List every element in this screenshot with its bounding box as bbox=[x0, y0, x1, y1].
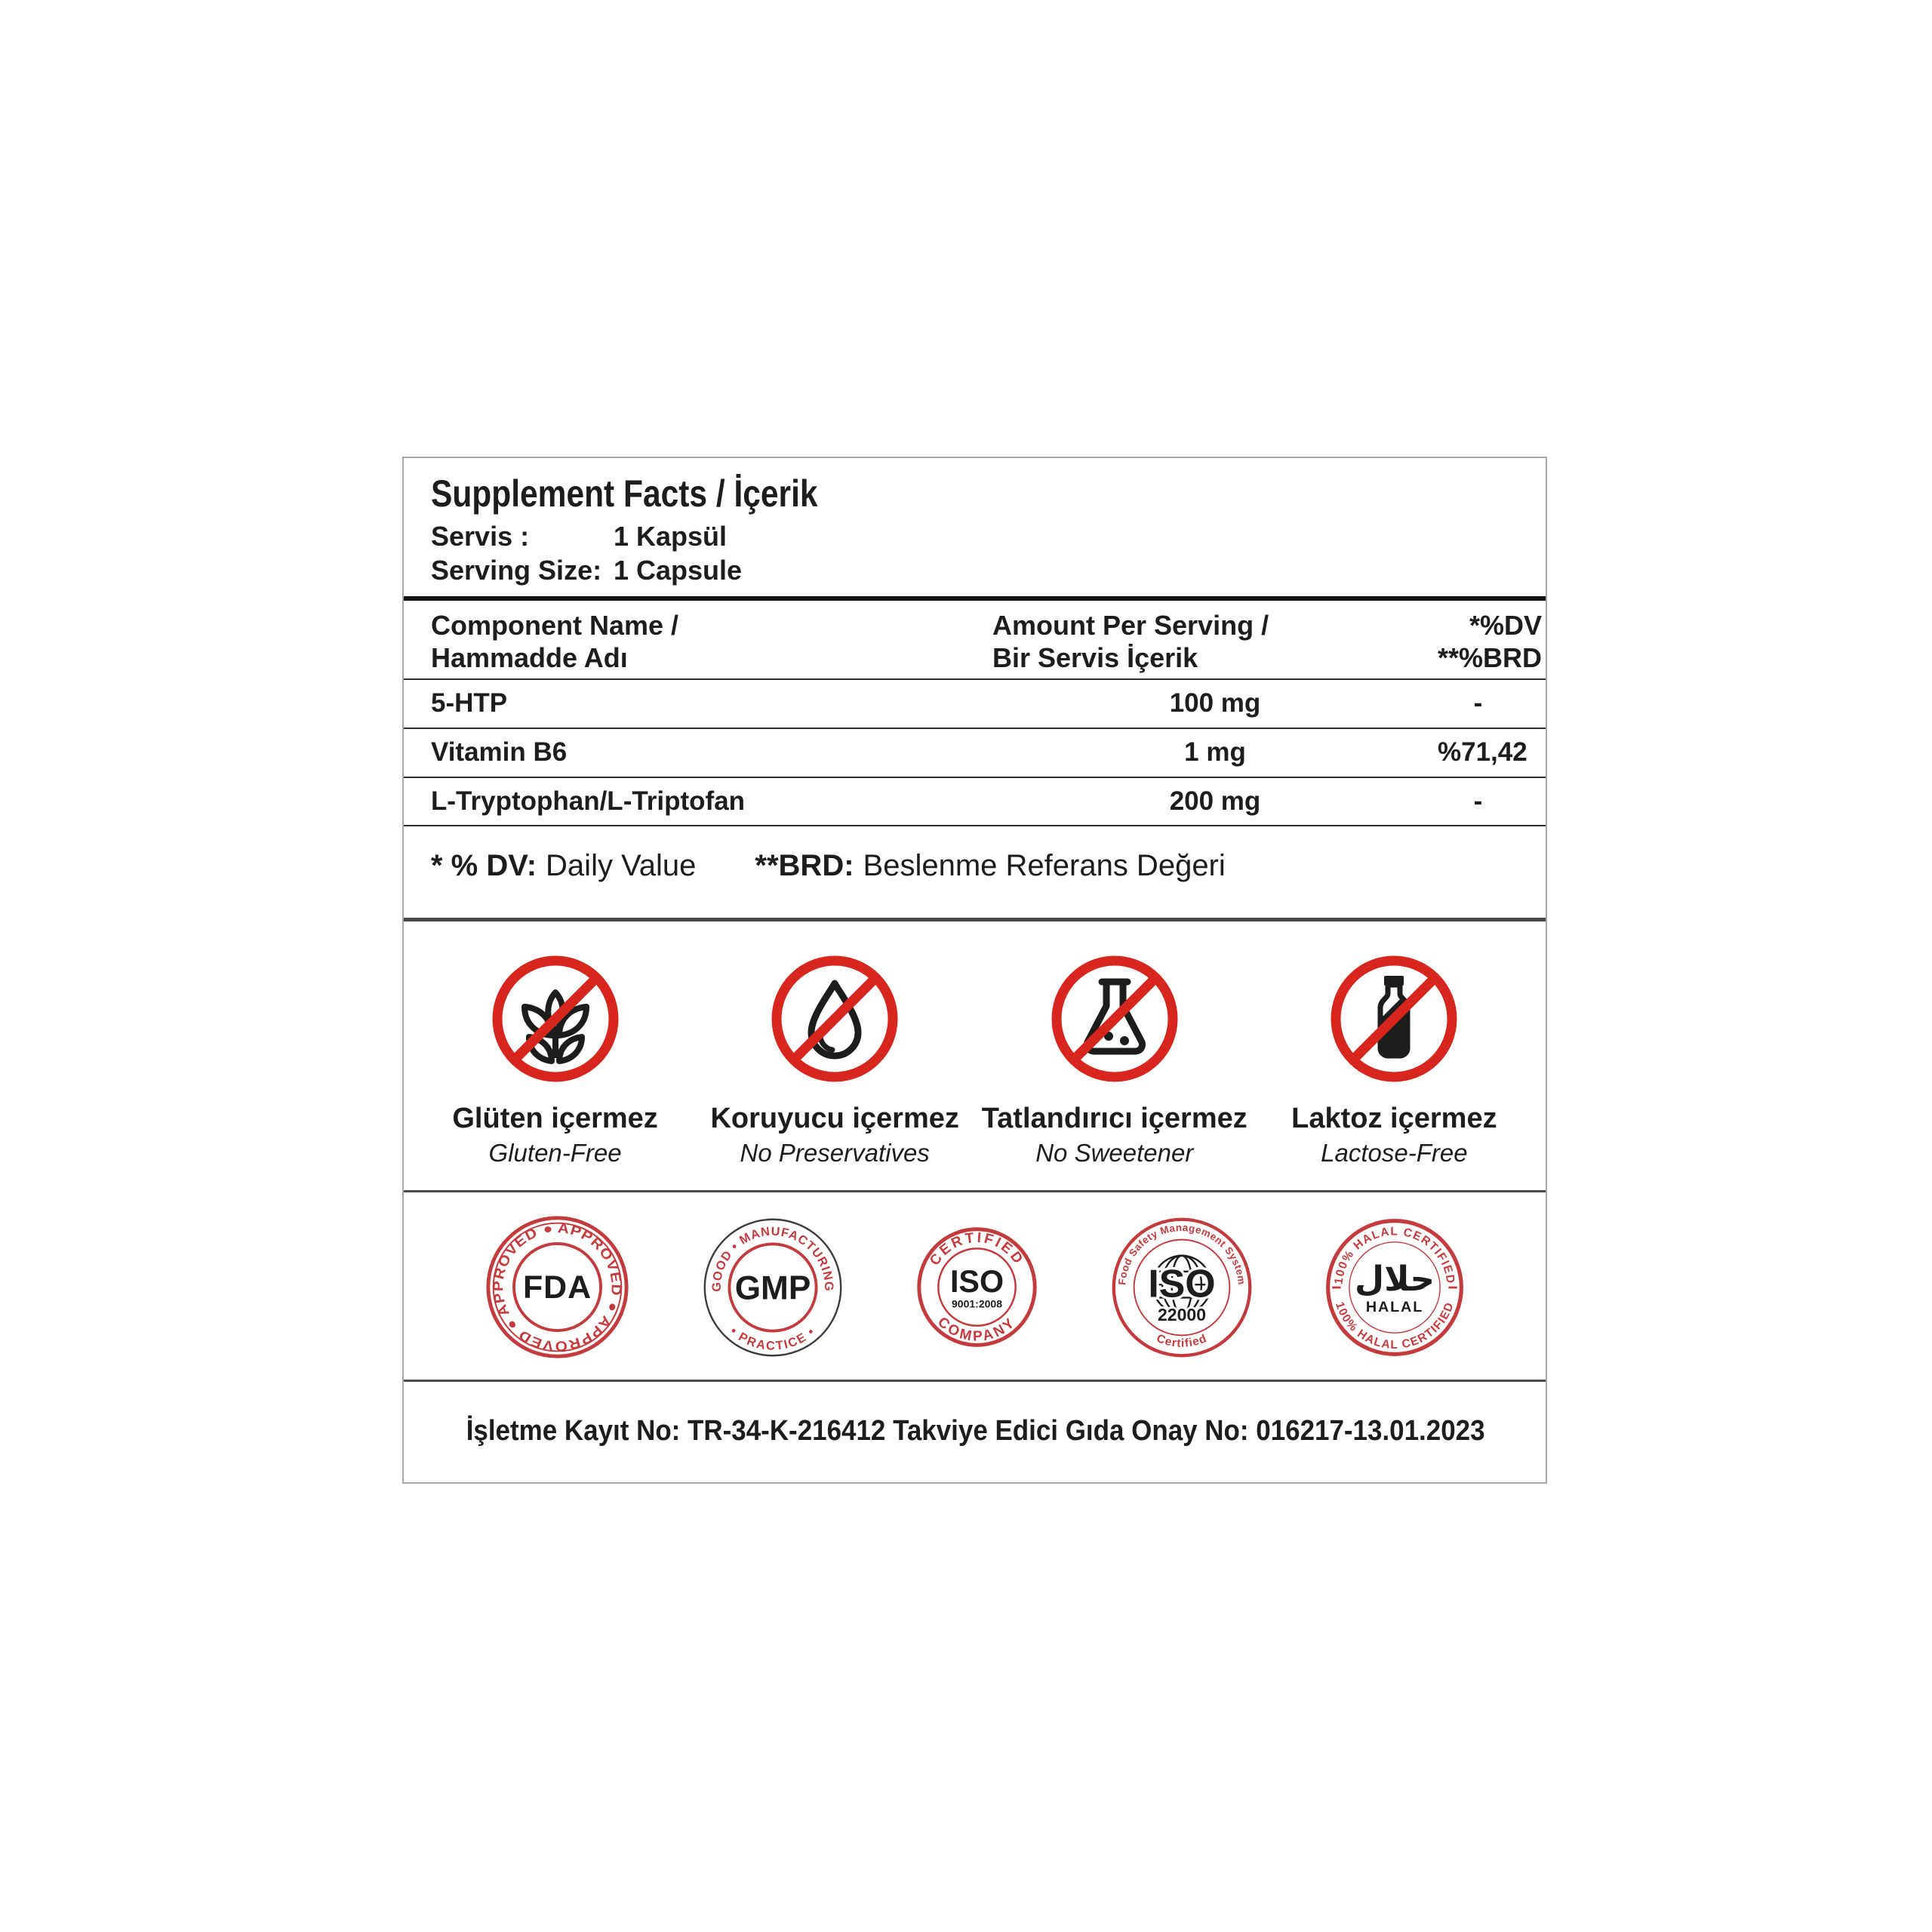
brd-footnote-text: Beslenme Referans Değeri bbox=[863, 849, 1226, 883]
table-row bbox=[404, 680, 1546, 729]
column-header-component: Component Name / Hammadde Adı bbox=[431, 610, 679, 673]
serving-label-tr: Servis : bbox=[431, 521, 530, 552]
certification-badges-row bbox=[404, 1192, 1546, 1382]
gmp-center-text: GMP bbox=[735, 1269, 811, 1306]
ingredient-dv: %71,42 bbox=[1438, 737, 1527, 767]
ingredient-name: 5-HTP bbox=[431, 688, 508, 718]
halal-arabic-text: حلال bbox=[1354, 1258, 1435, 1299]
dv-footnote-label: * % DV: bbox=[431, 849, 537, 883]
supplement-header bbox=[404, 458, 1546, 601]
brd-footnote-label: **BRD: bbox=[755, 849, 854, 883]
halal-arc-bottom-text: 100% HALAL CERTIFIED bbox=[1332, 1300, 1457, 1352]
ingredient-amount: 200 mg bbox=[1169, 786, 1261, 816]
iso9001-sub-text: 9001:2008 bbox=[952, 1297, 1003, 1310]
free-from-label-en: No Preservatives bbox=[740, 1139, 930, 1168]
fda-ring-text: APPROVED ● APPROVED ● APPROVED ● bbox=[490, 1220, 626, 1355]
gmp-arc-bottom-text: • PRACTICE • bbox=[728, 1324, 819, 1353]
serving-row-tr bbox=[431, 520, 1518, 554]
ingredient-amount: 100 mg bbox=[1169, 688, 1261, 718]
footnote bbox=[404, 826, 1546, 921]
iso22000-sub-text: 22000 bbox=[1157, 1304, 1206, 1324]
iso22000-center-text: ISO bbox=[1147, 1261, 1216, 1306]
ingredient-amount: 1 mg bbox=[1184, 737, 1246, 767]
free-from-label-en: No Sweetener bbox=[1035, 1139, 1194, 1168]
dv-footnote-text: Daily Value bbox=[546, 849, 697, 883]
free-from-label-en: Gluten-Free bbox=[488, 1139, 622, 1168]
serving-value-en: 1 Capsule bbox=[614, 554, 743, 586]
free-from-item-gluten bbox=[420, 955, 691, 1168]
serving-row-en bbox=[431, 554, 1518, 588]
iso22000-arc-top-text: Food Safety Management System bbox=[1115, 1221, 1247, 1285]
halal-arc-top-text: 100% HALAL CERTIFIED bbox=[1332, 1225, 1457, 1285]
free-from-item-preservatives bbox=[699, 955, 971, 1168]
free-from-label-tr: Laktoz içermez bbox=[1291, 1103, 1497, 1135]
halal-center-text: HALAL bbox=[1365, 1298, 1423, 1315]
iso-22000-badge bbox=[1109, 1215, 1254, 1360]
registration-line bbox=[404, 1382, 1546, 1482]
iso9001-arc-bottom-text: COMPANY bbox=[934, 1314, 1020, 1345]
halal-certified-badge bbox=[1324, 1217, 1466, 1358]
no-preservatives-icon bbox=[771, 955, 899, 1083]
no-gluten-icon bbox=[491, 955, 620, 1083]
column-header-dv: *%DV **%BRD bbox=[1438, 610, 1543, 673]
fda-center-text: FDA bbox=[523, 1269, 592, 1306]
table-header-row bbox=[404, 601, 1546, 680]
ingredient-dv: - bbox=[1473, 786, 1483, 816]
table-row bbox=[404, 729, 1546, 778]
no-lactose-icon bbox=[1330, 955, 1458, 1083]
free-from-label-en: Lactose-Free bbox=[1321, 1139, 1468, 1168]
iso9001-center-text: ISO bbox=[950, 1264, 1004, 1300]
free-from-label-tr: Tatlandırıcı içermez bbox=[981, 1103, 1247, 1135]
gmp-arc-top-text: GOOD • MANUFACTURING bbox=[710, 1224, 836, 1292]
iso9001-arc-top-text: CERTIFIED bbox=[927, 1229, 1028, 1269]
free-from-label-tr: Koruyucu içermez bbox=[710, 1103, 959, 1135]
free-from-item-lactose bbox=[1258, 955, 1530, 1168]
iso22000-arc-bottom-text: Certified bbox=[1154, 1331, 1209, 1350]
column-header-amount: Amount Per Serving / Bir Servis İçerik bbox=[992, 610, 1269, 673]
iso-9001-badge bbox=[915, 1225, 1039, 1349]
registration-text: İşletme Kayıt No: TR-34-K-216412 Takviye Edici Gıda Onay No: 016217-13.01.2023 bbox=[466, 1415, 1485, 1447]
page-title: Supplement Facts / İçerik bbox=[431, 472, 818, 515]
table-row bbox=[404, 778, 1546, 827]
free-from-icons-row bbox=[404, 921, 1546, 1192]
serving-value-tr: 1 Kapsül bbox=[614, 521, 728, 552]
serving-label-en: Serving Size: bbox=[431, 554, 602, 586]
ingredient-name: L-Tryptophan/L-Triptofan bbox=[431, 786, 746, 816]
free-from-item-sweetener bbox=[979, 955, 1251, 1168]
supplement-label-panel bbox=[402, 457, 1547, 1484]
ingredient-dv: - bbox=[1473, 688, 1483, 718]
free-from-label-tr: Glüten içermez bbox=[452, 1103, 658, 1135]
gmp-badge bbox=[700, 1215, 845, 1360]
fda-approved-badge bbox=[484, 1214, 631, 1361]
no-sweetener-icon bbox=[1051, 955, 1179, 1083]
ingredient-name: Vitamin B6 bbox=[431, 737, 568, 767]
